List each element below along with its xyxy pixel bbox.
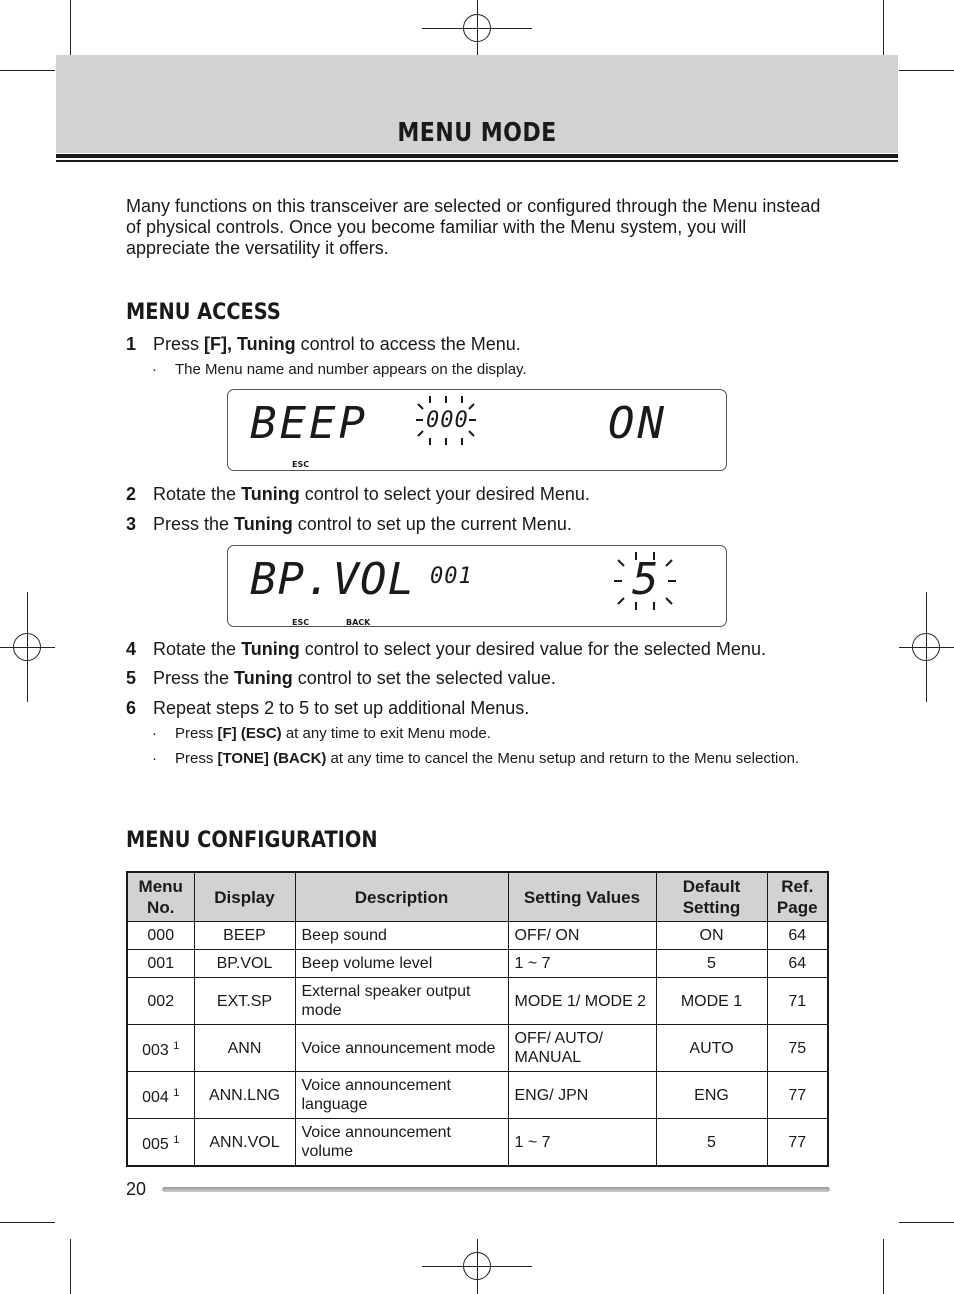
step-6: 6 Repeat steps 2 to 5 to set up additional Menus. [126,698,530,718]
header-rule [56,154,898,158]
lcd-display-bpvol [227,545,727,627]
menu-configuration-heading: MENU CONFIGURATION [126,828,378,853]
step-2: 2 Rotate the Tuning control to select your desired Menu. [126,484,590,504]
intro-paragraph: Many functions on this transceiver are selected or configured through the Menu instead of physical controls. Once you become familiar with the Menu system, you will appreciate the versatility it offers. [126,196,821,258]
table-header-row [127,872,828,922]
table-row: 004 $^1$ ANN.LNG Voice announcement language ENG/ JPN ENG 77 [127,1072,828,1119]
note-esc: · Press [F] (ESC) at any time to exit Menu mode. [152,725,491,742]
col-setting-values: Setting Values [508,872,656,922]
col-ref-page: Ref. Page [767,872,828,922]
table-row: 000 BEEP Beep sound OFF/ ON ON 64 [127,922,828,950]
table-row: 002 EXT.SP External speaker output mode MODE 1/ MODE 2 MODE 1 71 [127,978,828,1025]
table-row: 001 BP.VOL Beep volume level 1 ~ 7 5 64 [127,950,828,978]
step-4: 4 Rotate the Tuning control to select your desired value for the selected Menu. [126,639,766,659]
col-default-setting: Default Setting [656,872,767,922]
note-back: · Press [TONE] (BACK) at any time to cancel the Menu setup and return to the Menu selection. [152,750,800,767]
page-title: MENU MODE [397,118,557,148]
table-row: 003 $^1$ ANN Voice announcement mode OFF/ AUTO/ MANUAL AUTO 75 [127,1025,828,1072]
note-display: · The Menu name and number appears on the display. [152,361,527,378]
footer-bar [162,1187,830,1192]
step-number: 1 [126,334,137,354]
lcd-menu-name: BP.VOL [250,554,415,605]
menu-configuration-table [126,871,829,1167]
lcd-menu-name: BEEP [250,398,368,449]
col-menu-no: Menu No. [127,872,194,922]
menu-access-heading: MENU ACCESS [126,300,281,325]
col-display: Display [194,872,295,922]
step-1: 1 Press [F], Tuning control to access the Menu. [126,334,521,354]
lcd-menu-value: ON [608,398,667,449]
lcd-menu-value: 5 [632,554,662,605]
lcd-esc-label: ESC [292,460,310,469]
lcd-display-beep [227,389,727,471]
table-row: 005 $^1$ ANN.VOL Voice announcement volume 1 ~ 7 5 77 [127,1119,828,1167]
col-description: Description [295,872,508,922]
page-number: 20 [126,1179,147,1199]
step-3: 3 Press the Tuning control to set up the current Menu. [126,514,572,534]
lcd-menu-number: 000 [426,408,469,433]
lcd-menu-number: 001 [430,564,473,589]
lcd-back-label: BACK [346,618,371,627]
blink-rays-icon [416,394,476,448]
header-rule-thin [56,160,898,162]
lcd-esc-label: ESC [292,618,310,627]
step-5: 5 Press the Tuning control to set the selected value. [126,668,556,688]
